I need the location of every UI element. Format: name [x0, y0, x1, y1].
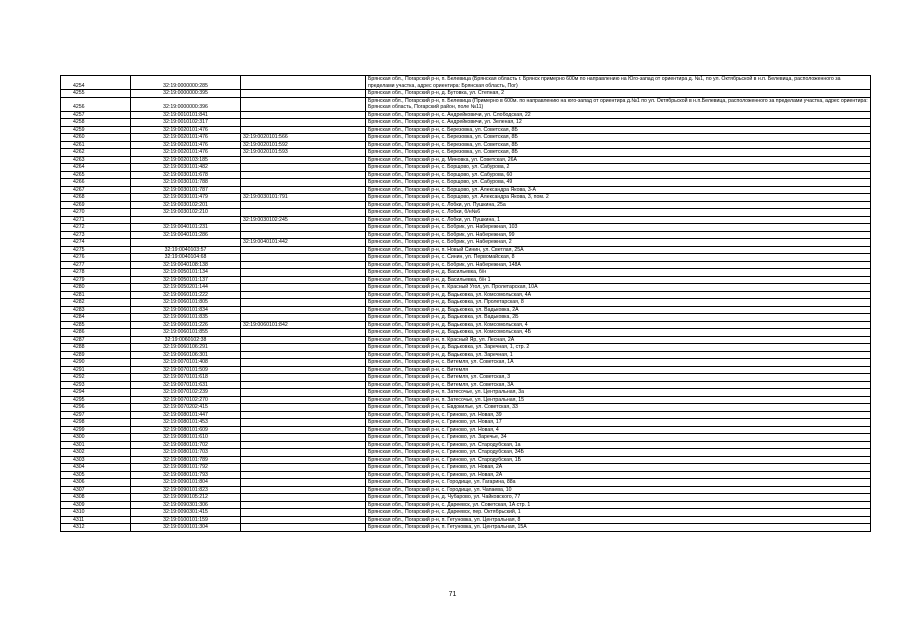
cadastral-number-cell: 32:19:0050201:144 — [131, 284, 241, 292]
address-cell: Брянская обл., Погарский р-н, п. Белевица (Брянская область г. Брянск примерно 600м по направлению на Юго-запад от ориентира д. №1, по ул. Октябрьской в н.п. Белевица, расположенного за пределами участка, адрес ориентира: Брянская область, Пог) — [366, 76, 871, 90]
address-cell: Брянская обл., Погарский р-н, с. Березовка, ул. Советская, 8Б — [366, 149, 871, 157]
row-number-cell: 4305 — [61, 471, 131, 479]
table-row — [61, 501, 871, 509]
row-number-cell: 4308 — [61, 494, 131, 502]
row-number-cell: 4266 — [61, 179, 131, 187]
object-cadastral-number-cell — [241, 509, 366, 517]
address-cell: Брянская обл., Погарский р-н, с. Гриново, ул. Новая, 2А — [366, 471, 871, 479]
page-number: 71 — [448, 591, 457, 598]
object-cadastral-number-cell — [241, 224, 366, 232]
table-row — [61, 194, 871, 202]
object-cadastral-number-cell — [241, 366, 366, 374]
cadastral-number-cell: 32:19:0070102:239 — [131, 389, 241, 397]
cadastral-number-cell: 32:19:0060102:38 — [131, 336, 241, 344]
address-cell: Брянская обл., Погарский р-н, с. Гриново, ул. Стародубская, 34Б — [366, 449, 871, 457]
table-row — [61, 479, 871, 487]
cadastral-number-cell: 32:19:0080101:792 — [131, 464, 241, 472]
object-cadastral-number-cell — [241, 76, 366, 90]
address-cell: Брянская обл., Погарский р-н, д. Вадьковка, ул. Комсомольская, 4Б — [366, 329, 871, 337]
cadastral-number-cell: 32:19:0060101:835 — [131, 314, 241, 322]
cadastral-number-cell: 32:19:0070101:631 — [131, 381, 241, 389]
cadastral-number-cell: 32:19:0060106:291 — [131, 344, 241, 352]
object-cadastral-number-cell — [241, 434, 366, 442]
cadastral-number-cell: 32:19:0020101:476 — [131, 141, 241, 149]
object-cadastral-number-cell — [241, 276, 366, 284]
cadastral-number-cell: 32:19:0020101:476 — [131, 134, 241, 142]
address-cell: Брянская обл., Погарский р-н, д. Вадьковка, ул. Комсомольская, 4А — [366, 291, 871, 299]
address-cell: Брянская обл., Погарский р-н, д. Чубарово, ул. Чайковского, 77 — [366, 494, 871, 502]
object-cadastral-number-cell — [241, 231, 366, 239]
table-row — [61, 284, 871, 292]
row-number-cell: 4256 — [61, 97, 131, 111]
table-row — [61, 134, 871, 142]
table-row — [61, 366, 871, 374]
row-number-cell: 4286 — [61, 329, 131, 337]
object-cadastral-number-cell — [241, 404, 366, 412]
cadastral-number-cell: 32:19:0080101:609 — [131, 426, 241, 434]
object-cadastral-number-cell: 32:19:0020101:566 — [241, 134, 366, 142]
table-row — [61, 434, 871, 442]
object-cadastral-number-cell — [241, 359, 366, 367]
address-cell: Брянская обл., Погарский р-н, с. Борщово, ул. Александра Якова, 3, пом. 2 — [366, 194, 871, 202]
object-cadastral-number-cell — [241, 284, 366, 292]
table-row — [61, 389, 871, 397]
address-cell: Брянская обл., Погарский р-н, с. Дареевск, ул. Советская, 1А стр. 1 — [366, 501, 871, 509]
object-cadastral-number-cell — [241, 90, 366, 98]
row-number-cell: 4312 — [61, 524, 131, 532]
address-cell: Брянская обл., Погарский р-н, с. Лобки, б/н№6 — [366, 209, 871, 217]
cadastral-number-cell: 32:19:0060101:834 — [131, 306, 241, 314]
cadastral-number-cell: 32:19:0080101:702 — [131, 441, 241, 449]
object-cadastral-number-cell — [241, 351, 366, 359]
object-cadastral-number-cell — [241, 164, 366, 172]
cadastral-number-cell: 32:19:0060101:855 — [131, 329, 241, 337]
object-cadastral-number-cell: 32:19:0030102:245 — [241, 216, 366, 224]
table-row — [61, 261, 871, 269]
row-number-cell: 4282 — [61, 299, 131, 307]
row-number-cell: 4299 — [61, 426, 131, 434]
table-row — [61, 449, 871, 457]
address-cell: Брянская обл., Погарский р-н, с. Андрейковичи, ул. Зеленая, 12 — [366, 119, 871, 127]
object-cadastral-number-cell — [241, 299, 366, 307]
address-cell: Брянская обл., Погарский р-н, д. Васильевка, б/н — [366, 269, 871, 277]
row-number-cell: 4277 — [61, 261, 131, 269]
object-cadastral-number-cell — [241, 209, 366, 217]
address-cell: Брянская обл., Погарский р-н, с. Гриново, ул. Новая, 2А — [366, 464, 871, 472]
address-cell: Брянская обл., Погарский р-н, с. Борщово, ул. Сабурова, 2 — [366, 164, 871, 172]
cadastral-number-cell: 32:19:0070101:509 — [131, 366, 241, 374]
table-row — [61, 97, 871, 111]
cadastral-number-cell: 32:19:0070102:270 — [131, 396, 241, 404]
row-number-cell: 4269 — [61, 201, 131, 209]
cadastral-number-cell: 32:19:0090101:823 — [131, 486, 241, 494]
row-number-cell: 4309 — [61, 501, 131, 509]
table-row — [61, 254, 871, 262]
row-number-cell: 4297 — [61, 411, 131, 419]
row-number-cell: 4273 — [61, 231, 131, 239]
object-cadastral-number-cell — [241, 254, 366, 262]
row-number-cell: 4291 — [61, 366, 131, 374]
object-cadastral-number-cell — [241, 389, 366, 397]
object-cadastral-number-cell — [241, 449, 366, 457]
address-cell: Брянская обл., Погарский р-н, с. Борщово, ул. Сабурова, 49 — [366, 179, 871, 187]
address-cell: Брянская обл., Погарский р-н, п. Красный Угол, ул. Пролетарская, 10А — [366, 284, 871, 292]
address-cell: Брянская обл., Погарский р-н, с. Бобрик, ул. Набережная, 99 — [366, 231, 871, 239]
cadastral-number-cell: 32:19:0060101:226 — [131, 321, 241, 329]
row-number-cell: 4262 — [61, 149, 131, 157]
address-cell: Брянская обл., Погарский р-н, д. Миновка, ул. Советская, 26А — [366, 156, 871, 164]
cadastral-number-cell: 32:19:0080101:447 — [131, 411, 241, 419]
address-cell: Брянская обл., Погарский р-н, д. Бутовка, ул. Степная, 2 — [366, 90, 871, 98]
address-cell: Брянская обл., Погарский р-н, д. Вадьковка, ул. Вадьковка, 2А — [366, 306, 871, 314]
row-number-cell: 4298 — [61, 419, 131, 427]
table-row — [61, 306, 871, 314]
cadastral-number-cell: 32:19:0050101:137 — [131, 276, 241, 284]
cadastral-number-cell: 32:19:0010102:317 — [131, 119, 241, 127]
object-cadastral-number-cell — [241, 501, 366, 509]
cadastral-number-cell: 32:19:0060106:301 — [131, 351, 241, 359]
table-row — [61, 404, 871, 412]
address-cell: Брянская обл., Погарский р-н, с. Городище, ул. Чапаева, 10 — [366, 486, 871, 494]
row-number-cell: 4257 — [61, 111, 131, 119]
property-registry-table — [60, 75, 871, 532]
row-number-cell: 4311 — [61, 516, 131, 524]
cadastral-number-cell: 32:19:0070101:408 — [131, 359, 241, 367]
cadastral-number-cell: 32:19:0070202:415 — [131, 404, 241, 412]
table-row — [61, 344, 871, 352]
cadastral-number-cell: 32:19:0030101:479 — [131, 194, 241, 202]
table-row — [61, 164, 871, 172]
row-number-cell: 4258 — [61, 119, 131, 127]
row-number-cell: 4284 — [61, 314, 131, 322]
table-row — [61, 186, 871, 194]
row-number-cell: 4310 — [61, 509, 131, 517]
address-cell: Брянская обл., Погарский р-н, п. Затесочье, ул. Центральная, 3а — [366, 389, 871, 397]
cadastral-number-cell: 32:19:0040108:138 — [131, 261, 241, 269]
address-cell: Брянская обл., Погарский р-н, с. Синин, ул. Первомайская, 8 — [366, 254, 871, 262]
address-cell: Брянская обл., Погарский р-н, д. Вадьковка, ул. Заречная, 1 — [366, 351, 871, 359]
object-cadastral-number-cell — [241, 381, 366, 389]
address-cell: Брянская обл., Погарский р-н, п. Гетуновка, ул. Центральная, 8 — [366, 516, 871, 524]
row-number-cell: 4275 — [61, 246, 131, 254]
cadastral-number-cell: 32:19:0030101:787 — [131, 186, 241, 194]
cadastral-number-cell: 32:19:0030101:678 — [131, 171, 241, 179]
object-cadastral-number-cell — [241, 329, 366, 337]
address-cell: Брянская обл., Погарский р-н, д. Васильевка, б/н 1 — [366, 276, 871, 284]
address-cell: Брянская обл., Погарский р-н, с. Гриново, ул. Новая, 4 — [366, 426, 871, 434]
table-row — [61, 359, 871, 367]
row-number-cell: 4268 — [61, 194, 131, 202]
address-cell: Брянская обл., Погарский р-н, с. Городище, ул. Гагарина, 88а — [366, 479, 871, 487]
address-cell: Брянская обл., Погарский р-н, с. Гриново, ул. Новая, 17 — [366, 419, 871, 427]
cadastral-number-cell: 32:19:0040101:231 — [131, 224, 241, 232]
row-number-cell: 4272 — [61, 224, 131, 232]
cadastral-number-cell: 32:19:0020101:476 — [131, 126, 241, 134]
row-number-cell: 4293 — [61, 381, 131, 389]
cadastral-number-cell: 32:19:0000000:285 — [131, 76, 241, 90]
row-number-cell: 4274 — [61, 239, 131, 247]
cadastral-number-cell — [131, 216, 241, 224]
row-number-cell: 4259 — [61, 126, 131, 134]
object-cadastral-number-cell: 32:19:0020101:593 — [241, 149, 366, 157]
cadastral-number-cell — [131, 239, 241, 247]
table-row — [61, 179, 871, 187]
table-row — [61, 456, 871, 464]
cadastral-number-cell: 32:19:0100101:304 — [131, 524, 241, 532]
address-cell: Брянская обл., Погарский р-н, с. Андрейковичи, ул. Слободская, 22 — [366, 111, 871, 119]
table-row — [61, 419, 871, 427]
row-number-cell: 4302 — [61, 449, 131, 457]
address-cell: Брянская обл., Погарский р-н, с. Гриново, ул. Новая, 39 — [366, 411, 871, 419]
table-row — [61, 111, 871, 119]
address-cell: Брянская обл., Погарский р-н, п. Затесочье, ул. Центральная, 15 — [366, 396, 871, 404]
address-cell: Брянская обл., Погарский р-н, с. Евдокилье, ул. Советская, 33 — [366, 404, 871, 412]
table-body — [61, 76, 871, 532]
cadastral-number-cell: 32:19:0030102:201 — [131, 201, 241, 209]
cadastral-number-cell: 32:19:0050101:134 — [131, 269, 241, 277]
cadastral-number-cell: 32:19:0030101:788 — [131, 179, 241, 187]
table-row — [61, 321, 871, 329]
row-number-cell: 4283 — [61, 306, 131, 314]
object-cadastral-number-cell — [241, 464, 366, 472]
row-number-cell: 4290 — [61, 359, 131, 367]
row-number-cell: 4294 — [61, 389, 131, 397]
cadastral-number-cell: 32:19:0080101:610 — [131, 434, 241, 442]
cadastral-number-cell: 32:19:0020101:476 — [131, 149, 241, 157]
object-cadastral-number-cell — [241, 261, 366, 269]
table-row — [61, 486, 871, 494]
address-cell: Брянская обл., Погарский р-н, с. Дареевск, пер. Октябрьский, 1 — [366, 509, 871, 517]
row-number-cell: 4303 — [61, 456, 131, 464]
cadastral-number-cell: 32:19:0060101:805 — [131, 299, 241, 307]
address-cell: Брянская обл., Погарский р-н, с. Березовка, ул. Советская, 8Б — [366, 134, 871, 142]
object-cadastral-number-cell: 32:19:0030101:791 — [241, 194, 366, 202]
object-cadastral-number-cell — [241, 419, 366, 427]
row-number-cell: 4261 — [61, 141, 131, 149]
table-row — [61, 119, 871, 127]
row-number-cell: 4306 — [61, 479, 131, 487]
object-cadastral-number-cell — [241, 524, 366, 532]
object-cadastral-number-cell — [241, 344, 366, 352]
table-row — [61, 246, 871, 254]
address-cell: Брянская обл., Погарский р-н, с. Витемля — [366, 366, 871, 374]
address-cell: Брянская обл., Погарский р-н, д. Вадьковка, ул. Комсомольская, 4 — [366, 321, 871, 329]
object-cadastral-number-cell — [241, 396, 366, 404]
table-row — [61, 374, 871, 382]
row-number-cell: 4279 — [61, 276, 131, 284]
row-number-cell: 4278 — [61, 269, 131, 277]
row-number-cell: 4287 — [61, 336, 131, 344]
table-row — [61, 239, 871, 247]
address-cell: Брянская обл., Погарский р-н, с. Бобрик, ул. Набережная, 103 — [366, 224, 871, 232]
row-number-cell: 4289 — [61, 351, 131, 359]
row-number-cell: 4263 — [61, 156, 131, 164]
address-cell: Брянская обл., Погарский р-н, п. Новый Синин, ул. Светлая, 25А — [366, 246, 871, 254]
address-cell: Брянская обл., Погарский р-н, с. Бобрик, ул. Набережная, 2 — [366, 239, 871, 247]
address-cell: Брянская обл., Погарский р-н, с. Гриново, ул. Заречье, 34 — [366, 434, 871, 442]
object-cadastral-number-cell — [241, 441, 366, 449]
cadastral-number-cell: 32:19:0090301:306 — [131, 501, 241, 509]
table-row — [61, 516, 871, 524]
address-cell: Брянская обл., Погарский р-н, п. Гетуновка, ул. Центральная, 15А — [366, 524, 871, 532]
cadastral-number-cell: 32:19:0040101:286 — [131, 231, 241, 239]
object-cadastral-number-cell: 32:19:0040101:442 — [241, 239, 366, 247]
address-cell: Брянская обл., Погарский р-н, с. Борщово, ул. Александра Якова, 3-А — [366, 186, 871, 194]
object-cadastral-number-cell — [241, 171, 366, 179]
cadastral-number-cell: 32:19:0000000:396 — [131, 97, 241, 111]
address-cell: Брянская обл., Погарский р-н, с. Бобрик, ул. Набережная, 148А — [366, 261, 871, 269]
table-row — [61, 291, 871, 299]
table-row — [61, 224, 871, 232]
cadastral-number-cell: 32:19:0080101:453 — [131, 419, 241, 427]
cadastral-number-cell: 32:19:0090301:415 — [131, 509, 241, 517]
object-cadastral-number-cell — [241, 119, 366, 127]
address-cell: Брянская обл., Погарский р-н, с. Гриново, ул. Стародубская, 1а — [366, 441, 871, 449]
table-row — [61, 314, 871, 322]
table-row — [61, 509, 871, 517]
object-cadastral-number-cell — [241, 494, 366, 502]
cadastral-number-cell: 32:19:0040103:57 — [131, 246, 241, 254]
object-cadastral-number-cell — [241, 486, 366, 494]
row-number-cell: 4295 — [61, 396, 131, 404]
table-row — [61, 216, 871, 224]
object-cadastral-number-cell — [241, 314, 366, 322]
table-row — [61, 126, 871, 134]
row-number-cell: 4304 — [61, 464, 131, 472]
object-cadastral-number-cell — [241, 186, 366, 194]
cadastral-number-cell: 32:19:0060101:222 — [131, 291, 241, 299]
address-cell: Брянская обл., Погарский р-н, п. Красный Яр, ул. Лесная, 2А — [366, 336, 871, 344]
cadastral-number-cell: 32:19:0040104:68 — [131, 254, 241, 262]
object-cadastral-number-cell — [241, 179, 366, 187]
cadastral-number-cell: 32:19:0070101:618 — [131, 374, 241, 382]
object-cadastral-number-cell — [241, 374, 366, 382]
row-number-cell: 4296 — [61, 404, 131, 412]
address-cell: Брянская обл., Погарский р-н, с. Витемля, ул. Советская, 1А — [366, 359, 871, 367]
table-row — [61, 494, 871, 502]
table-row — [61, 90, 871, 98]
cadastral-number-cell: 32:19:0030101:482 — [131, 164, 241, 172]
address-cell: Брянская обл., Погарский р-н, д. Вадьковка, ул. Заречная, 1, стр. 2 — [366, 344, 871, 352]
address-cell: Брянская обл., Погарский р-н, с. Березовка, ул. Советская, 8Б — [366, 126, 871, 134]
row-number-cell: 4267 — [61, 186, 131, 194]
object-cadastral-number-cell — [241, 306, 366, 314]
cadastral-number-cell: 32:19:0000000:395 — [131, 90, 241, 98]
table-row — [61, 524, 871, 532]
object-cadastral-number-cell — [241, 426, 366, 434]
row-number-cell: 4254 — [61, 76, 131, 90]
table-row — [61, 329, 871, 337]
row-number-cell: 4285 — [61, 321, 131, 329]
row-number-cell: 4280 — [61, 284, 131, 292]
cadastral-number-cell: 32:19:0090105:212 — [131, 494, 241, 502]
object-cadastral-number-cell — [241, 126, 366, 134]
address-cell: Брянская обл., Погарский р-н, с. Лобки, ул. Пушкина, 25а — [366, 201, 871, 209]
cadastral-number-cell: 32:19:0080101:793 — [131, 471, 241, 479]
object-cadastral-number-cell: 32:19:0020101:592 — [241, 141, 366, 149]
cadastral-number-cell: 32:19:0090101:804 — [131, 479, 241, 487]
address-cell: Брянская обл., Погарский р-н, д. Вадьковка, ул. Пролетарская, 8 — [366, 299, 871, 307]
table-row — [61, 471, 871, 479]
object-cadastral-number-cell — [241, 411, 366, 419]
table-row — [61, 149, 871, 157]
address-cell: Брянская обл., Погарский р-н, с. Витемля, ул. Советская, 3 — [366, 374, 871, 382]
registry-sheet — [60, 75, 868, 532]
cadastral-number-cell: 32:19:0010101:841 — [131, 111, 241, 119]
object-cadastral-number-cell — [241, 269, 366, 277]
object-cadastral-number-cell — [241, 456, 366, 464]
cadastral-number-cell: 32:19:0030102:210 — [131, 209, 241, 217]
table-row — [61, 231, 871, 239]
row-number-cell: 4271 — [61, 216, 131, 224]
object-cadastral-number-cell — [241, 156, 366, 164]
address-cell: Брянская обл., Погарский р-н, с. Гриново, ул. Стародубская, 1Б — [366, 456, 871, 464]
table-row — [61, 276, 871, 284]
table-row — [61, 76, 871, 90]
object-cadastral-number-cell — [241, 291, 366, 299]
address-cell: Брянская обл., Погарский р-н, д. Вадьковка, ул. Вадьковка, 2Б — [366, 314, 871, 322]
row-number-cell: 4300 — [61, 434, 131, 442]
table-row — [61, 351, 871, 359]
row-number-cell: 4288 — [61, 344, 131, 352]
object-cadastral-number-cell — [241, 111, 366, 119]
address-cell: Брянская обл., Погарский р-н, п. Белевица (Примерно в 600м. по направлению на юго-запад от ориентира д.№1 по ул. Октябрьской в н.п.Белевица, расположенного за пределами участка, адрес ориентира: Брянская область, Погарский район, поле №11) — [366, 97, 871, 111]
row-number-cell: 4281 — [61, 291, 131, 299]
cadastral-number-cell: 32:19:0080101:789 — [131, 456, 241, 464]
object-cadastral-number-cell: 32:19:0060101:842 — [241, 321, 366, 329]
row-number-cell: 4292 — [61, 374, 131, 382]
table-row — [61, 171, 871, 179]
table-row — [61, 156, 871, 164]
table-row — [61, 396, 871, 404]
address-cell: Брянская обл., Погарский р-н, с. Лобки, ул. Пушкина, 1 — [366, 216, 871, 224]
row-number-cell: 4255 — [61, 90, 131, 98]
table-row — [61, 411, 871, 419]
row-number-cell: 4265 — [61, 171, 131, 179]
table-row — [61, 426, 871, 434]
row-number-cell: 4307 — [61, 486, 131, 494]
object-cadastral-number-cell — [241, 479, 366, 487]
object-cadastral-number-cell — [241, 201, 366, 209]
cadastral-number-cell: 32:19:0080101:703 — [131, 449, 241, 457]
address-cell: Брянская обл., Погарский р-н, с. Березовка, ул. Советская, 8Б — [366, 141, 871, 149]
table-row — [61, 141, 871, 149]
cadastral-number-cell: 32:19:0020103:185 — [131, 156, 241, 164]
object-cadastral-number-cell — [241, 471, 366, 479]
cadastral-number-cell: 32:19:0100101:159 — [131, 516, 241, 524]
table-row — [61, 299, 871, 307]
table-row — [61, 381, 871, 389]
row-number-cell: 4270 — [61, 209, 131, 217]
object-cadastral-number-cell — [241, 516, 366, 524]
object-cadastral-number-cell — [241, 246, 366, 254]
address-cell: Брянская обл., Погарский р-н, с. Витемля, ул. Советская, 3А — [366, 381, 871, 389]
table-row — [61, 441, 871, 449]
table-row — [61, 336, 871, 344]
object-cadastral-number-cell — [241, 97, 366, 111]
address-cell: Брянская обл., Погарский р-н, с. Борщово, ул. Сабурова, 60 — [366, 171, 871, 179]
row-number-cell: 4260 — [61, 134, 131, 142]
table-row — [61, 209, 871, 217]
table-row — [61, 269, 871, 277]
table-row — [61, 464, 871, 472]
row-number-cell: 4276 — [61, 254, 131, 262]
object-cadastral-number-cell — [241, 336, 366, 344]
row-number-cell: 4264 — [61, 164, 131, 172]
table-row — [61, 201, 871, 209]
row-number-cell: 4301 — [61, 441, 131, 449]
